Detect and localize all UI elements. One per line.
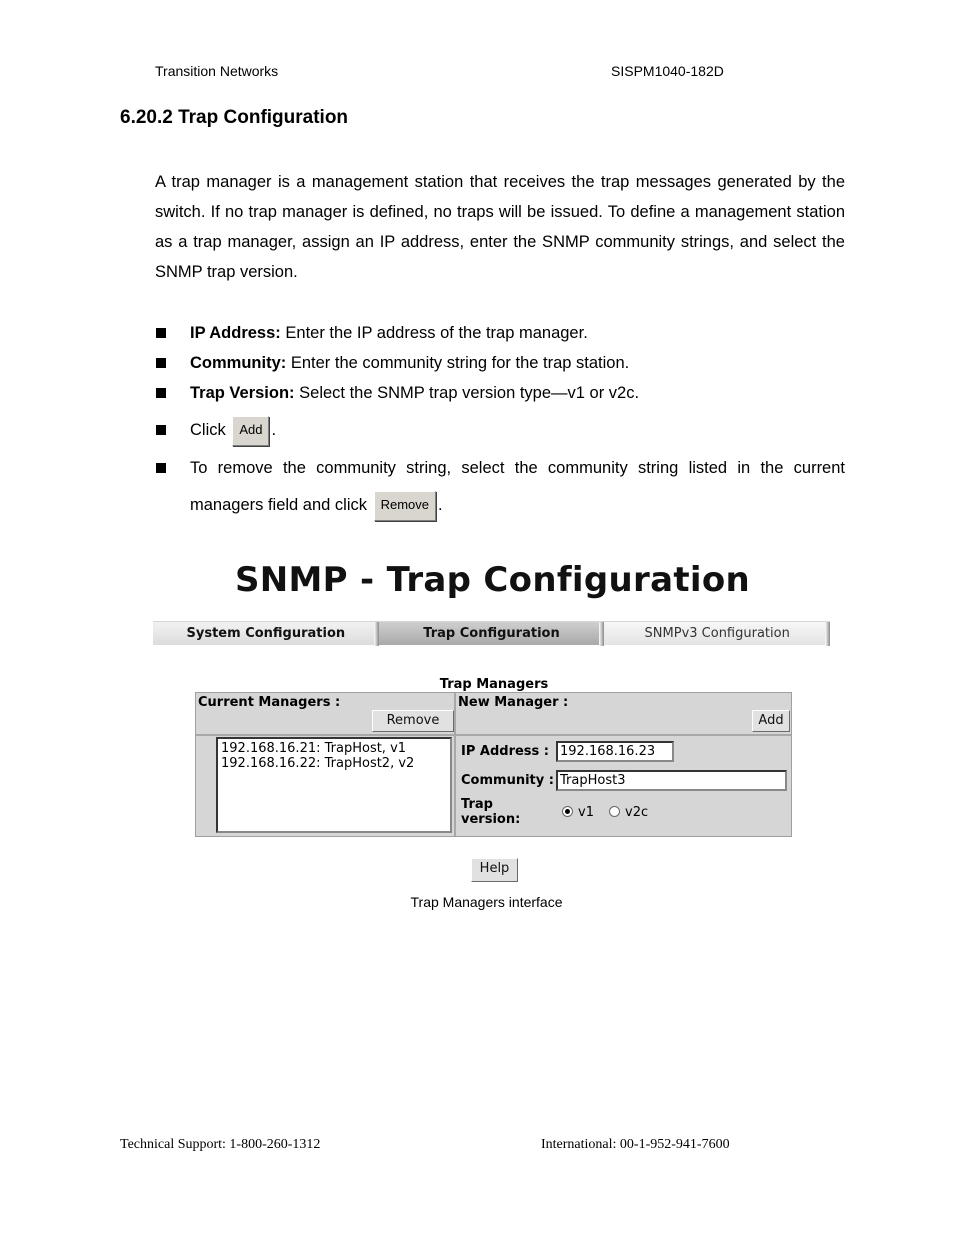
tab-label: System Configuration <box>186 626 346 641</box>
figure-caption: Trap Managers interface <box>410 894 563 910</box>
bullet-ip-address <box>155 318 845 348</box>
remove-button[interactable]: Remove <box>372 710 454 732</box>
bullet-term: Community: <box>190 354 287 372</box>
trap-version-label <box>461 797 520 827</box>
header-right: SISPM1040-182D <box>611 63 724 79</box>
header-left: Transition Networks <box>155 63 279 79</box>
community-label: Community : <box>461 773 554 788</box>
bullet-square-icon <box>156 358 166 368</box>
radio-v2c[interactable] <box>609 806 620 817</box>
tab-trap-configuration[interactable] <box>379 621 605 645</box>
tab-edge <box>825 622 830 646</box>
inline-add-button: Add <box>232 416 269 446</box>
bullet-square-icon <box>156 463 166 473</box>
list-item[interactable]: 192.168.16.21: TrapHost, v1 <box>221 741 407 756</box>
tab-system-configuration[interactable] <box>153 621 379 645</box>
bullet-click-add <box>155 410 845 450</box>
ip-address-input[interactable]: 192.168.16.23 <box>556 741 674 762</box>
bullet-community <box>155 348 845 378</box>
tab-bar <box>153 621 830 645</box>
community-input[interactable]: TrapHost3 <box>556 770 787 791</box>
intro-paragraph: A trap manager is a management station that receives the trap messages generated by the switch. If no trap manager is defined, no traps will be issued. To define a management station as a trap manager, assign an IP address, enter the SNMP community strings, and select the SNMP trap version. <box>155 173 845 281</box>
bullet-text: Select the SNMP trap version type—v1 or v2c. <box>299 384 640 402</box>
bullet-text: Enter the IP address of the trap manager. <box>285 324 588 342</box>
bullet-remove <box>155 450 845 524</box>
bullet-term: Trap Version: <box>190 384 295 402</box>
bullet-trap-version <box>155 378 845 408</box>
bullet-remove-text: To remove the community string, select the community string listed in the current managers field and click <box>190 459 845 514</box>
tab-label: SNMPv3 Configuration <box>644 626 790 641</box>
inline-remove-button: Remove <box>374 491 436 521</box>
snmp-page-title: SNMP - Trap Configuration <box>234 560 750 600</box>
new-manager-label: New Manager : <box>458 695 569 710</box>
current-managers-label: Current Managers : <box>198 695 341 710</box>
footer-right: International: 00-1-952-941-7600 <box>541 1137 730 1152</box>
radio-v1[interactable] <box>562 806 573 817</box>
panel-vertical-divider <box>454 693 456 836</box>
bullet-square-icon <box>156 328 166 338</box>
panel-caption: Trap Managers <box>439 677 549 692</box>
bullet-click-prefix: Click <box>190 421 226 439</box>
bullet-term: IP Address: <box>190 324 281 342</box>
trap-version-label-line2: version: <box>461 812 521 827</box>
radio-v1-label: v1 <box>578 805 594 820</box>
bullet-square-icon <box>156 425 166 435</box>
tab-label: Trap Configuration <box>423 626 560 641</box>
bullet-suffix: . <box>438 496 443 514</box>
panel-horizontal-divider <box>196 734 791 736</box>
add-button[interactable]: Add <box>752 710 790 732</box>
section-title: 6.20.2 Trap Configuration <box>120 107 349 128</box>
bullet-square-icon <box>156 388 166 398</box>
footer-left: Technical Support: 1-800-260-1312 <box>120 1137 321 1152</box>
trap-version-label-line1: Trap <box>461 797 493 812</box>
current-managers-list[interactable] <box>216 737 452 833</box>
radio-v2c-label: v2c <box>625 805 649 820</box>
tab-snmpv3-configuration[interactable] <box>604 621 830 645</box>
bullet-suffix: . <box>271 421 277 439</box>
bullet-list <box>155 318 845 524</box>
bullet-text: Enter the community string for the trap station. <box>290 354 630 372</box>
ip-address-label: IP Address : <box>461 744 549 759</box>
list-item[interactable]: 192.168.16.22: TrapHost2, v2 <box>221 756 415 771</box>
help-button[interactable]: Help <box>471 858 518 882</box>
trap-managers-panel <box>195 692 792 837</box>
